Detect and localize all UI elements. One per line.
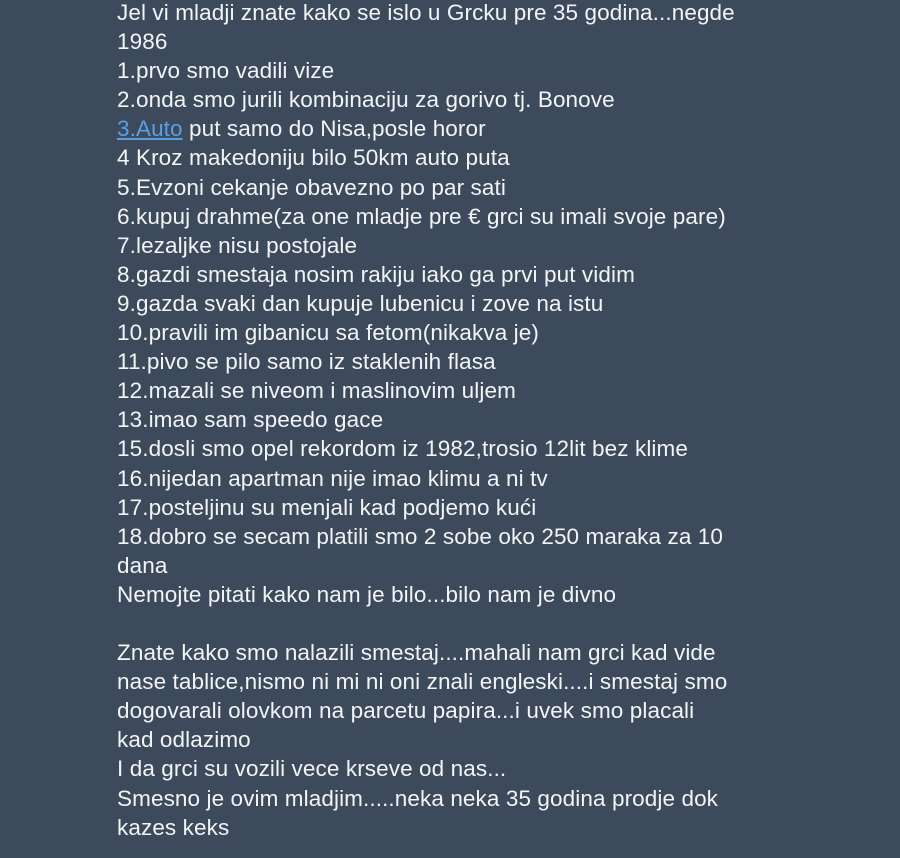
text-line: I da grci su vozili vece krseve od nas...: [117, 756, 507, 782]
text-line: 5.Evzoni cekanje obavezno po par sati: [117, 174, 506, 200]
text-line: nase tablice,nismo ni mi ni oni znali engleski....i smestaj smo: [117, 669, 728, 695]
text-line: 10.pravili im gibanicu sa fetom(nikakva je): [117, 320, 539, 346]
text-line: 11.pivo se pilo samo iz staklenih flasa: [117, 349, 496, 375]
text-line: 6.kupuj drahme(za one mladje pre € grci su imali svoje pare): [117, 203, 726, 229]
post-text: [117, 0, 817, 842]
text-line: 13.imao sam speedo gace: [117, 407, 384, 433]
text-line: 15.dosli smo opel rekordom iz 1982,trosio 12lit bez klime: [117, 436, 688, 462]
text-line: dogovarali olovkom na parcetu papira...i uvek smo placali: [117, 698, 695, 724]
text-line: dana: [117, 552, 168, 578]
text-line: Znate kako smo nalazili smestaj....mahali nam grci kad vide: [117, 640, 716, 666]
text-line: 16.nijedan apartman nije imao klimu a ni tv: [117, 465, 548, 491]
text-line: 2.onda smo jurili kombinaciju za gorivo tj. Bonove: [117, 87, 615, 113]
text-line: 1.prvo smo vadili vize: [117, 58, 335, 84]
text-line: [117, 114, 817, 143]
text-line: kad odlazimo: [117, 727, 251, 753]
text-line: Smesno je ovim mladjim.....neka neka 35 godina prodje dok: [117, 785, 719, 811]
text-line: kazes keks: [117, 814, 230, 840]
auto-link[interactable]: 3.Auto: [117, 116, 183, 142]
text-line: 7.lezaljke nisu postojale: [117, 232, 358, 258]
text-line: Nemojte pitati kako nam je bilo...bilo nam je divno: [117, 581, 617, 607]
text-line: 4 Kroz makedoniju bilo 50km auto puta: [117, 145, 510, 171]
text-line: 17.posteljinu su menjali kad podjemo kući: [117, 494, 537, 520]
text-line: Jel vi mladji znate kako se islo u Grcku pre 35 godina...negde: [117, 0, 735, 25]
text-line: 9.gazda svaki dan kupuje lubenicu i zove na istu: [117, 290, 604, 316]
blank-line: [117, 609, 817, 638]
text-line: 18.dobro se secam platili smo 2 sobe oko 250 maraka za 10: [117, 523, 724, 549]
text-line: 8.gazdi smestaja nosim rakiju iako ga prvi put vidim: [117, 261, 635, 287]
text-line-rest: put samo do Nisa,posle horor: [182, 116, 486, 142]
text-line: 12.mazali se niveom i maslinovim uljem: [117, 378, 516, 404]
text-line: 1986: [117, 29, 168, 55]
